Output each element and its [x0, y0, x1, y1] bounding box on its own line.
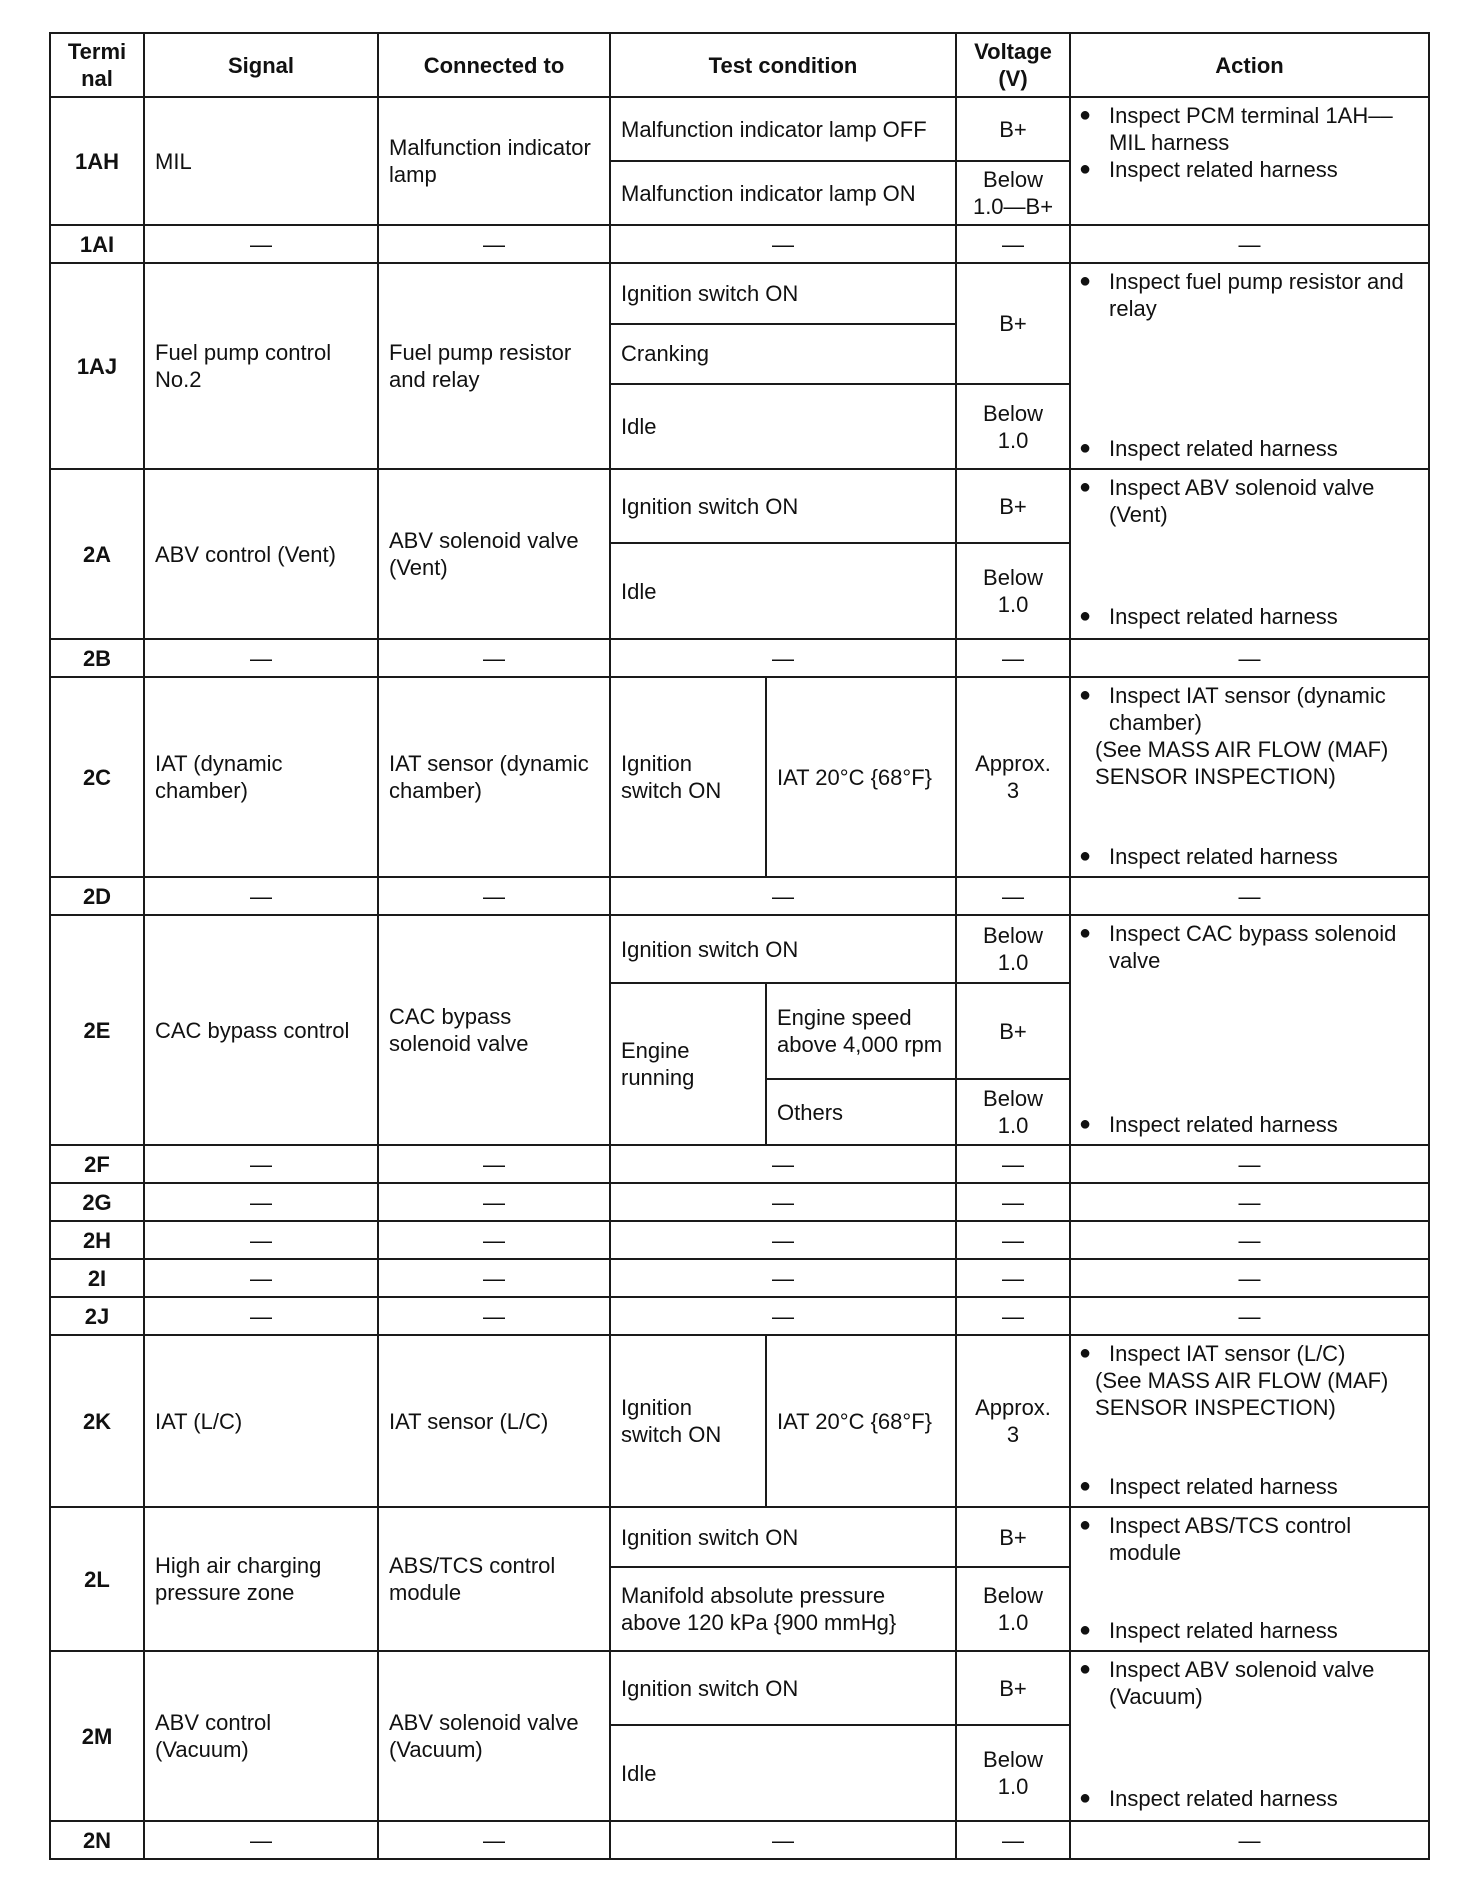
bullet-icon: ● — [1079, 1475, 1092, 1497]
table-row — [50, 1221, 1429, 1259]
condition-cell: Ignition switch ON — [610, 1507, 956, 1567]
bullet-icon: ● — [1079, 476, 1092, 498]
condition-cell: Ignition switch ON — [610, 915, 956, 983]
bullet-icon: ● — [1079, 1658, 1092, 1680]
voltage-cell: — — [956, 225, 1070, 263]
signal-cell: — — [144, 1145, 378, 1183]
condition-subcell: Engine speed above 4,000 rpm — [766, 983, 956, 1079]
voltage-cell: — — [956, 1821, 1070, 1859]
action-item: ● Inspect ABV solenoid valve (Vacuum) — [1079, 1657, 1375, 1709]
condition-cell: Ignition switch ON — [610, 1335, 766, 1507]
voltage-cell: Below 1.0 — [956, 1725, 1070, 1821]
table-row — [50, 225, 1429, 263]
action-cell — [1070, 677, 1429, 877]
bullet-icon: ● — [1079, 1113, 1092, 1135]
header-voltage: Voltage (V) — [956, 33, 1070, 97]
condition-cell: — — [610, 639, 956, 677]
action-item: ● Inspect related harness — [1079, 436, 1338, 461]
action-item: ● Inspect related harness — [1079, 1474, 1338, 1499]
condition-cell: Idle — [610, 543, 956, 639]
terminal-cell: 2G — [50, 1183, 144, 1221]
condition-cell: Ignition switch ON — [610, 263, 956, 324]
connected-cell: — — [378, 877, 610, 915]
condition-cell: — — [610, 1183, 956, 1221]
signal-cell: IAT (L/C) — [144, 1335, 378, 1507]
action-item: ● Inspect CAC bypass solenoid valve — [1079, 921, 1397, 973]
header-signal: Signal — [144, 33, 378, 97]
table-row — [50, 1651, 1429, 1725]
condition-subcell: Others — [766, 1079, 956, 1145]
voltage-cell: Below 1.0 — [956, 384, 1070, 469]
voltage-cell: B+ — [956, 1507, 1070, 1567]
terminal-cell: 2K — [50, 1335, 144, 1507]
voltage-cell: B+ — [956, 263, 1070, 384]
condition-subcell: IAT 20°C {68°F} — [766, 677, 956, 877]
bullet-icon: ● — [1079, 158, 1092, 180]
action-cell — [1070, 263, 1429, 469]
action-item: ● Inspect related harness — [1079, 1618, 1338, 1643]
terminal-cell: 2J — [50, 1297, 144, 1335]
voltage-cell: Approx. 3 — [956, 1335, 1070, 1507]
connected-cell: IAT sensor (dynamic chamber) — [378, 677, 610, 877]
connected-cell: Fuel pump resistor and relay — [378, 263, 610, 469]
table-row — [50, 877, 1429, 915]
signal-cell: — — [144, 1259, 378, 1297]
condition-cell: Idle — [610, 1725, 956, 1821]
condition-cell: — — [610, 1821, 956, 1859]
bullet-icon: ● — [1079, 1514, 1092, 1536]
action-item: ● Inspect IAT sensor (L/C) — [1079, 1341, 1346, 1366]
signal-cell: ABV control (Vent) — [144, 469, 378, 639]
condition-cell: Engine running — [610, 983, 766, 1145]
bullet-icon: ● — [1079, 1342, 1092, 1364]
voltage-cell: — — [956, 1297, 1070, 1335]
terminal-voltage-table-page — [49, 32, 1430, 1860]
connected-cell: ABV solenoid valve (Vacuum) — [378, 1651, 610, 1821]
signal-cell: IAT (dynamic chamber) — [144, 677, 378, 877]
condition-cell: — — [610, 225, 956, 263]
terminal-cell: 1AH — [50, 97, 144, 225]
table-row — [50, 677, 1429, 877]
voltage-cell: Below 1.0 — [956, 1079, 1070, 1145]
signal-cell: — — [144, 639, 378, 677]
action-cell: — — [1070, 1821, 1429, 1859]
table-row — [50, 639, 1429, 677]
table-row — [50, 263, 1429, 324]
table-row — [50, 1183, 1429, 1221]
terminal-cell: 2A — [50, 469, 144, 639]
action-cell: — — [1070, 639, 1429, 677]
action-cell: — — [1070, 225, 1429, 263]
terminal-cell: 2N — [50, 1821, 144, 1859]
action-cell — [1070, 1651, 1429, 1821]
connected-cell: — — [378, 1145, 610, 1183]
bullet-icon: ● — [1079, 437, 1092, 459]
signal-cell: — — [144, 1821, 378, 1859]
condition-cell: — — [610, 1221, 956, 1259]
action-item: ● Inspect related harness — [1079, 1112, 1338, 1137]
action-item: ● Inspect PCM terminal 1AH–– MIL harness — [1079, 103, 1393, 155]
voltage-cell: Approx. 3 — [956, 677, 1070, 877]
voltage-cell: B+ — [956, 97, 1070, 161]
bullet-icon: ● — [1079, 1787, 1092, 1809]
connected-cell: ABS/TCS control module — [378, 1507, 610, 1651]
action-item: ● Inspect related harness — [1079, 157, 1338, 182]
action-cell: — — [1070, 1221, 1429, 1259]
signal-cell: — — [144, 877, 378, 915]
voltage-cell: — — [956, 1221, 1070, 1259]
bullet-icon: ● — [1079, 922, 1092, 944]
condition-cell: Ignition switch ON — [610, 1651, 956, 1725]
condition-cell: — — [610, 1259, 956, 1297]
action-note: (See MASS AIR FLOW (MAF) SENSOR INSPECTION) — [1095, 737, 1389, 789]
voltage-cell: Below 1.0—B+ — [956, 161, 1070, 225]
action-cell: — — [1070, 1183, 1429, 1221]
voltage-cell: B+ — [956, 1651, 1070, 1725]
signal-cell: — — [144, 1221, 378, 1259]
connected-cell: — — [378, 1297, 610, 1335]
connected-cell: IAT sensor (L/C) — [378, 1335, 610, 1507]
voltage-cell: Below 1.0 — [956, 1567, 1070, 1651]
bullet-icon: ● — [1079, 1619, 1092, 1641]
voltage-cell: B+ — [956, 983, 1070, 1079]
table-row — [50, 1297, 1429, 1335]
table-row — [50, 1821, 1429, 1859]
table-row — [50, 97, 1429, 161]
terminal-cell: 2F — [50, 1145, 144, 1183]
condition-subcell: IAT 20°C {68°F} — [766, 1335, 956, 1507]
signal-cell: ABV control (Vacuum) — [144, 1651, 378, 1821]
bullet-icon: ● — [1079, 684, 1092, 706]
action-cell — [1070, 1335, 1429, 1507]
condition-cell: Cranking — [610, 324, 956, 385]
signal-cell: — — [144, 1297, 378, 1335]
connected-cell: — — [378, 1183, 610, 1221]
action-cell — [1070, 469, 1429, 639]
voltage-cell: Below 1.0 — [956, 915, 1070, 983]
connected-cell: — — [378, 1821, 610, 1859]
connected-cell: — — [378, 639, 610, 677]
terminal-voltage-table — [49, 32, 1430, 1860]
condition-cell: Malfunction indicator lamp ON — [610, 161, 956, 225]
table-row — [50, 1507, 1429, 1567]
action-item: ● Inspect ABS/TCS control module — [1079, 1513, 1352, 1565]
terminal-cell: 2H — [50, 1221, 144, 1259]
signal-cell: — — [144, 1183, 378, 1221]
action-item: ● Inspect related harness — [1079, 844, 1338, 869]
table-row — [50, 915, 1429, 983]
table-row — [50, 1259, 1429, 1297]
header-test-condition: Test condition — [610, 33, 956, 97]
condition-cell: — — [610, 1145, 956, 1183]
terminal-cell: 2B — [50, 639, 144, 677]
connected-cell: — — [378, 1221, 610, 1259]
terminal-cell: 2C — [50, 677, 144, 877]
signal-cell: Fuel pump control No.2 — [144, 263, 378, 469]
action-item: ● Inspect fuel pump resistor and relay — [1079, 269, 1404, 321]
terminal-cell: 2E — [50, 915, 144, 1145]
bullet-icon: ● — [1079, 104, 1092, 126]
condition-cell: Ignition switch ON — [610, 677, 766, 877]
header-connected-to: Connected to — [378, 33, 610, 97]
condition-cell: Malfunction indicator lamp OFF — [610, 97, 956, 161]
voltage-cell: — — [956, 1183, 1070, 1221]
connected-cell: Malfunction indicator lamp — [378, 97, 610, 225]
voltage-cell: — — [956, 1259, 1070, 1297]
action-cell: — — [1070, 877, 1429, 915]
signal-cell: High air charging pressure zone — [144, 1507, 378, 1651]
bullet-icon: ● — [1079, 270, 1092, 292]
connected-cell: — — [378, 1259, 610, 1297]
bullet-icon: ● — [1079, 845, 1092, 867]
action-cell: — — [1070, 1259, 1429, 1297]
action-item: ● Inspect related harness — [1079, 604, 1338, 629]
terminal-cell: 2L — [50, 1507, 144, 1651]
action-item: ● Inspect IAT sensor (dynamic chamber) — [1079, 683, 1386, 735]
voltage-cell: — — [956, 639, 1070, 677]
action-cell: — — [1070, 1145, 1429, 1183]
connected-cell: ABV solenoid valve (Vent) — [378, 469, 610, 639]
voltage-cell: — — [956, 1145, 1070, 1183]
action-cell: — — [1070, 1297, 1429, 1335]
terminal-cell: 2I — [50, 1259, 144, 1297]
voltage-cell: — — [956, 877, 1070, 915]
condition-cell: — — [610, 1297, 956, 1335]
header-terminal: Termi nal — [50, 33, 144, 97]
terminal-cell: 2D — [50, 877, 144, 915]
connected-cell: CAC bypass solenoid valve — [378, 915, 610, 1145]
action-cell — [1070, 1507, 1429, 1651]
bullet-icon: ● — [1079, 605, 1092, 627]
action-note: (See MASS AIR FLOW (MAF) SENSOR INSPECTION) — [1095, 1368, 1389, 1420]
voltage-cell: Below 1.0 — [956, 543, 1070, 639]
table-row — [50, 1145, 1429, 1183]
terminal-cell: 2M — [50, 1651, 144, 1821]
table-row — [50, 469, 1429, 543]
action-item: ● Inspect related harness — [1079, 1786, 1338, 1811]
terminal-cell: 1AI — [50, 225, 144, 263]
header-action: Action — [1070, 33, 1429, 97]
condition-cell: Ignition switch ON — [610, 469, 956, 543]
action-item: ● Inspect ABV solenoid valve (Vent) — [1079, 475, 1375, 527]
condition-cell: Manifold absolute pressure above 120 kPa {900 mmHg} — [610, 1567, 956, 1651]
voltage-cell: B+ — [956, 469, 1070, 543]
terminal-cell: 1AJ — [50, 263, 144, 469]
action-cell — [1070, 97, 1429, 225]
connected-cell: — — [378, 225, 610, 263]
condition-cell: Idle — [610, 384, 956, 469]
header-row — [50, 33, 1429, 97]
signal-cell: MIL — [144, 97, 378, 225]
condition-cell: — — [610, 877, 956, 915]
action-cell — [1070, 915, 1429, 1145]
table-row — [50, 1335, 1429, 1507]
signal-cell: CAC bypass control — [144, 915, 378, 1145]
signal-cell: — — [144, 225, 378, 263]
